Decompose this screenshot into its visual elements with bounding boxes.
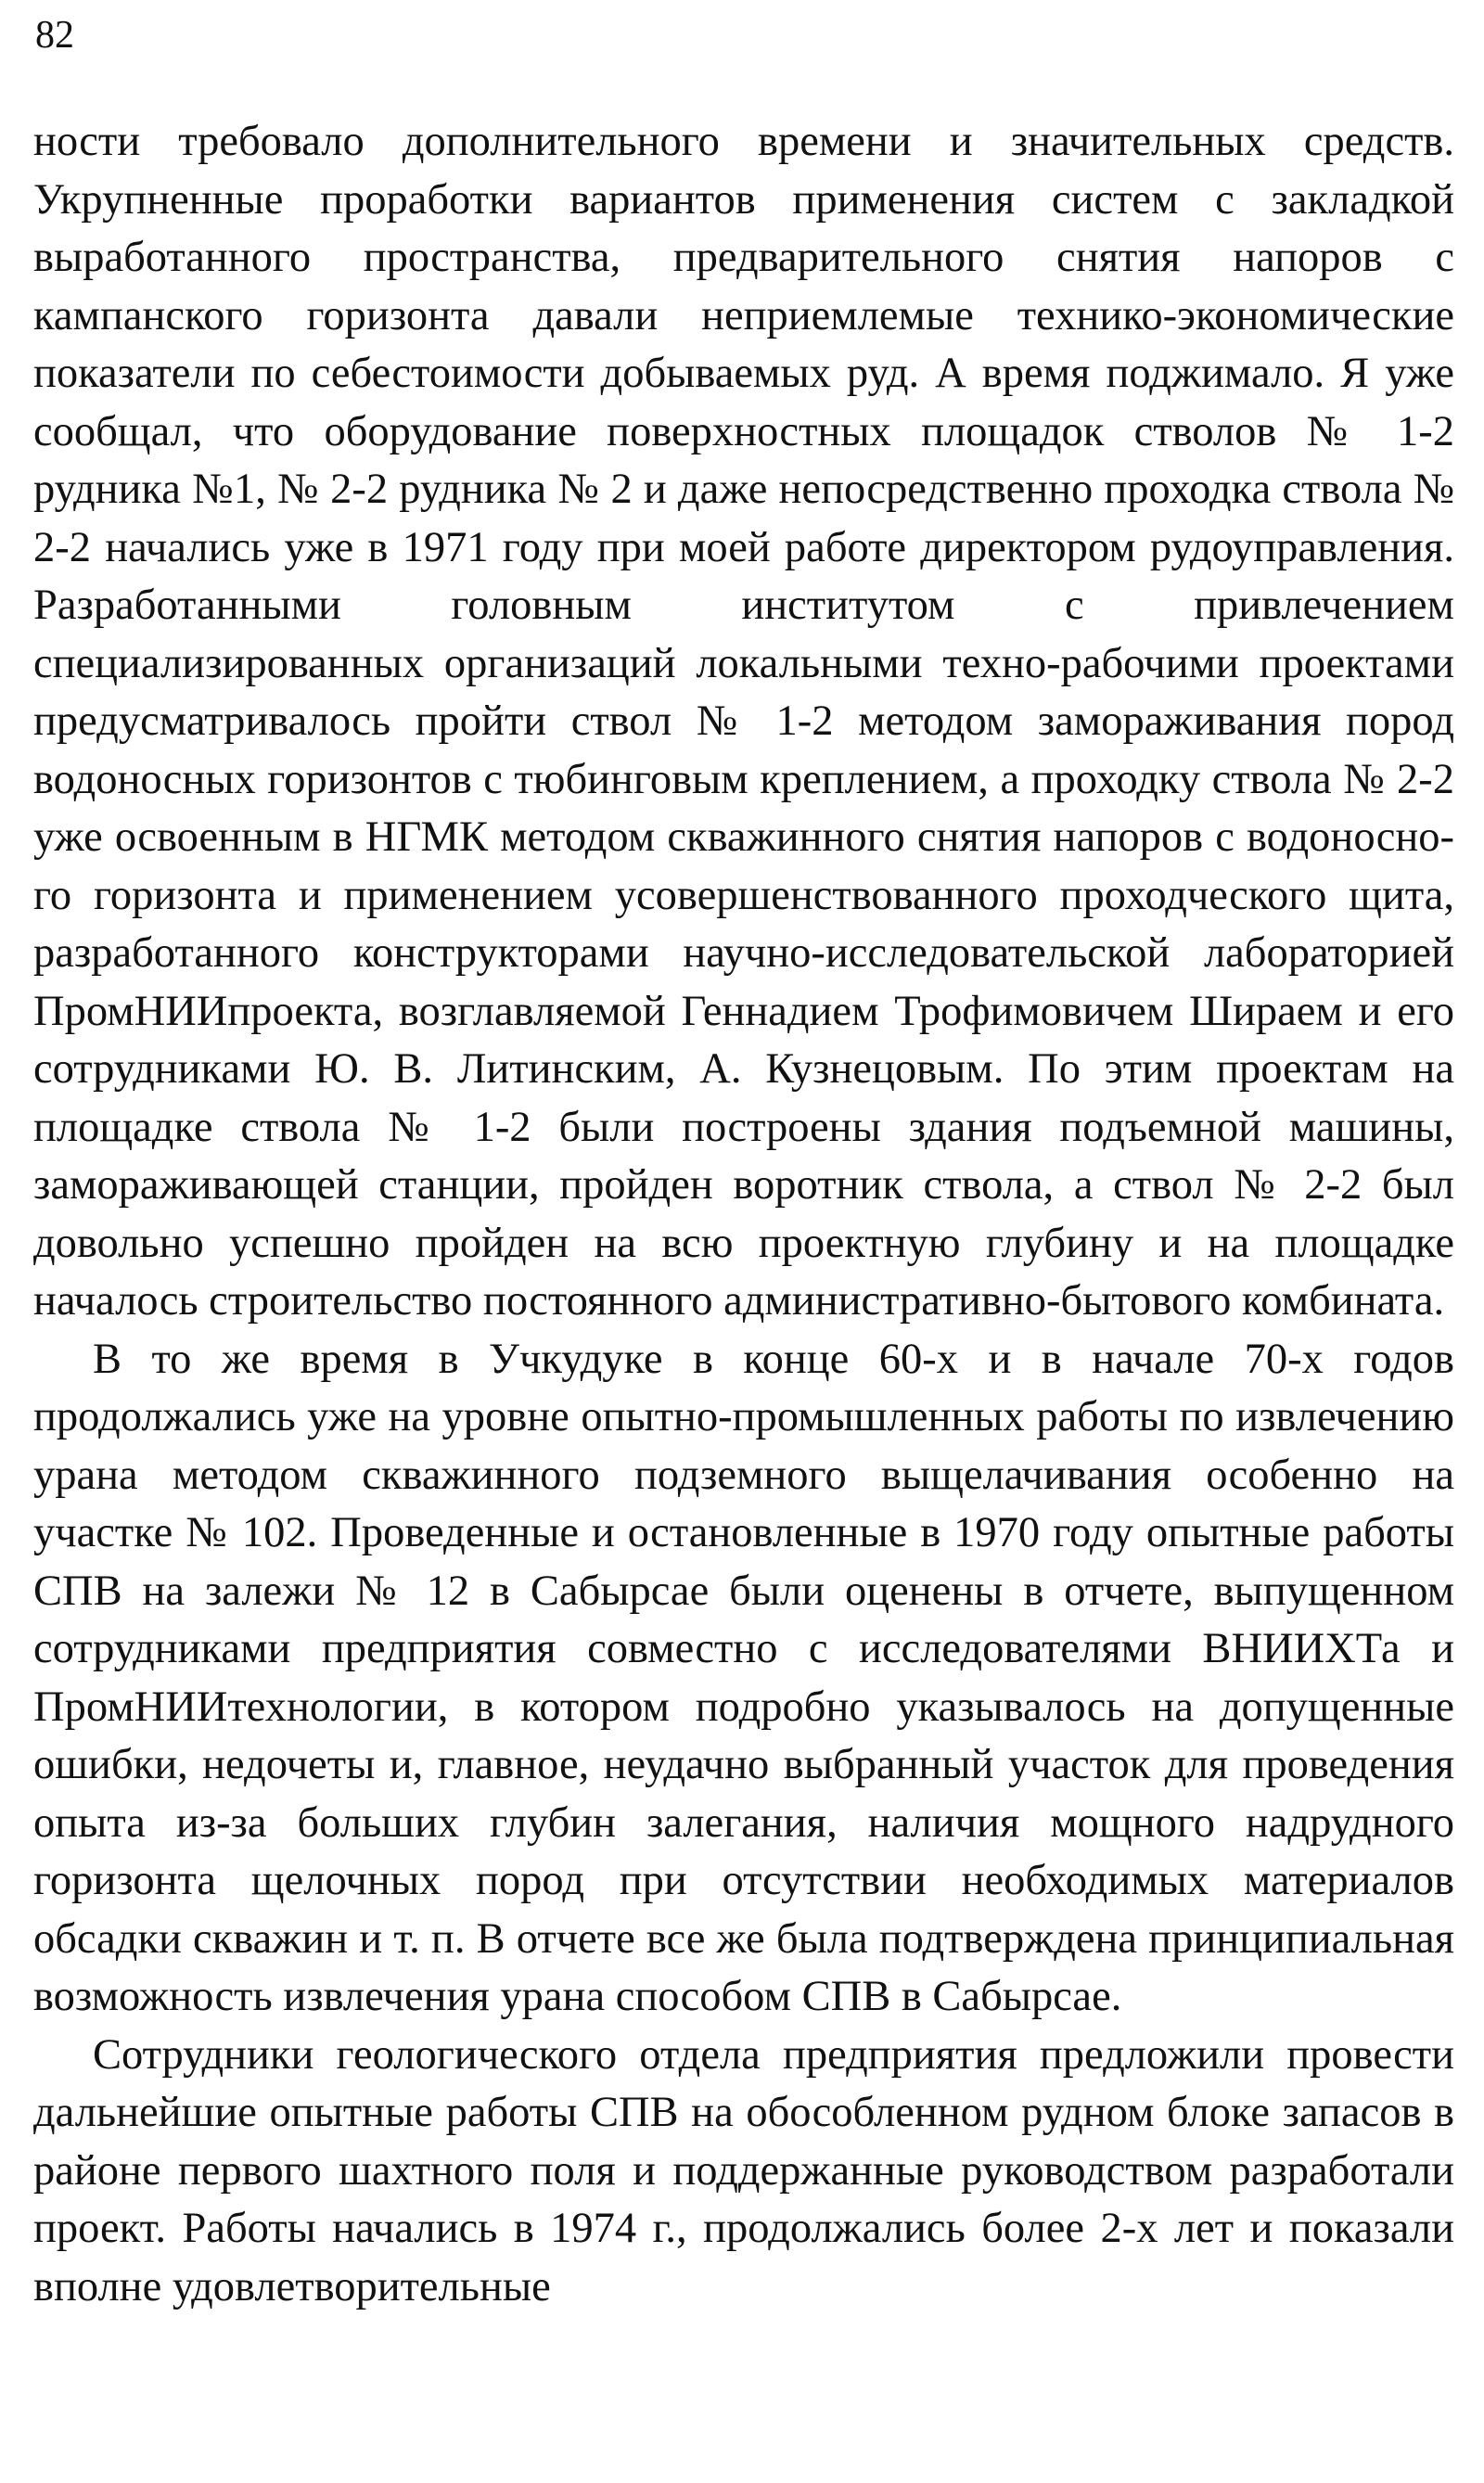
paragraph-2: В то же время в Учкудуке в конце 60-х и в начале 70-х годов продолжались уже на уровне опытно-промышленных работы по извлечению урана методом скважинного подземного выщелачивания особенно на участке № 102. Проведенные и остановленные в 1970 году опытные работы СПВ на залежи № 12 в Сабырсае были оценены в отчете, выпущенном сотрудниками предприятия совместно с исследователями ВНИИХТа и ПромНИИтехнологии, в котором подробно указывалось на допущенные ошибки, недочеты и, главное, неудачно выбранный участок для проведения опыта из-за больших глубин залегания, наличия мощного надрудного горизонта щелочных пород при отсутствии необходимых материалов обсадки скважин и т. п. В отчете все же была подтверждена принципиальная возможность извлечения урана способом СПВ в Сабырсае. <box>33 1335 1454 2020</box>
paragraph-3: Сотрудники геологического отдела предприятия предложили провести дальнейшие опытные работы СПВ на обособленном рудном блоке запасов в районе первого шахтного поля и поддержанные руководством разработали проект. Работы начались в 1974 г., продолжались более 2-х лет и показали вполне удовлетворительные <box>33 2030 1454 2310</box>
body-text <box>33 113 1454 2316</box>
page-number: 82 <box>35 14 74 57</box>
paragraph-1: ности требовало дополнительного времени и значительных средств. Укрупненные проработки вариантов применения систем с закладкой выработанного пространства, предварительного снятия напоров с кампанского горизонта давали неприемлемые технико-экономические показатели по себестоимости добываемых руд. А время поджимало. Я уже сообщал, что оборудование поверхностных площадок стволов № 1-2 рудника №1, № 2-2 рудника № 2 и даже непосредственно проходка ствола № 2-2 начались уже в 1971 году при моей работе директором рудоуправления. Разработанными головным институтом с привлечением специализированных организаций локальными техно-рабочими проектами предусматривалось пройти ствол № 1-2 методом замораживания пород водоносных горизонтов с тюбинговым креплением, а проходку ствола № 2-2 уже освоенным в НГМК методом скважинного снятия напоров с водоносного горизонта и применением усовершенствованного проходческого щита, разработанного конструкторами научно-исследовательской лабораторией ПромНИИпроекта, возглавляемой Геннадием Трофимовичем Шираем и его сотрудниками Ю. В. Литинским, А. Кузнецовым. По этим проектам на площадке ствола № 1-2 были построены здания подъемной машины, замораживающей станции, пройден воротник ствола, а ствол № 2-2 был довольно успешно пройден на всю проектную глубину и на площадке началось строительство постоянного административно-бытового комбината. <box>33 118 1454 1325</box>
